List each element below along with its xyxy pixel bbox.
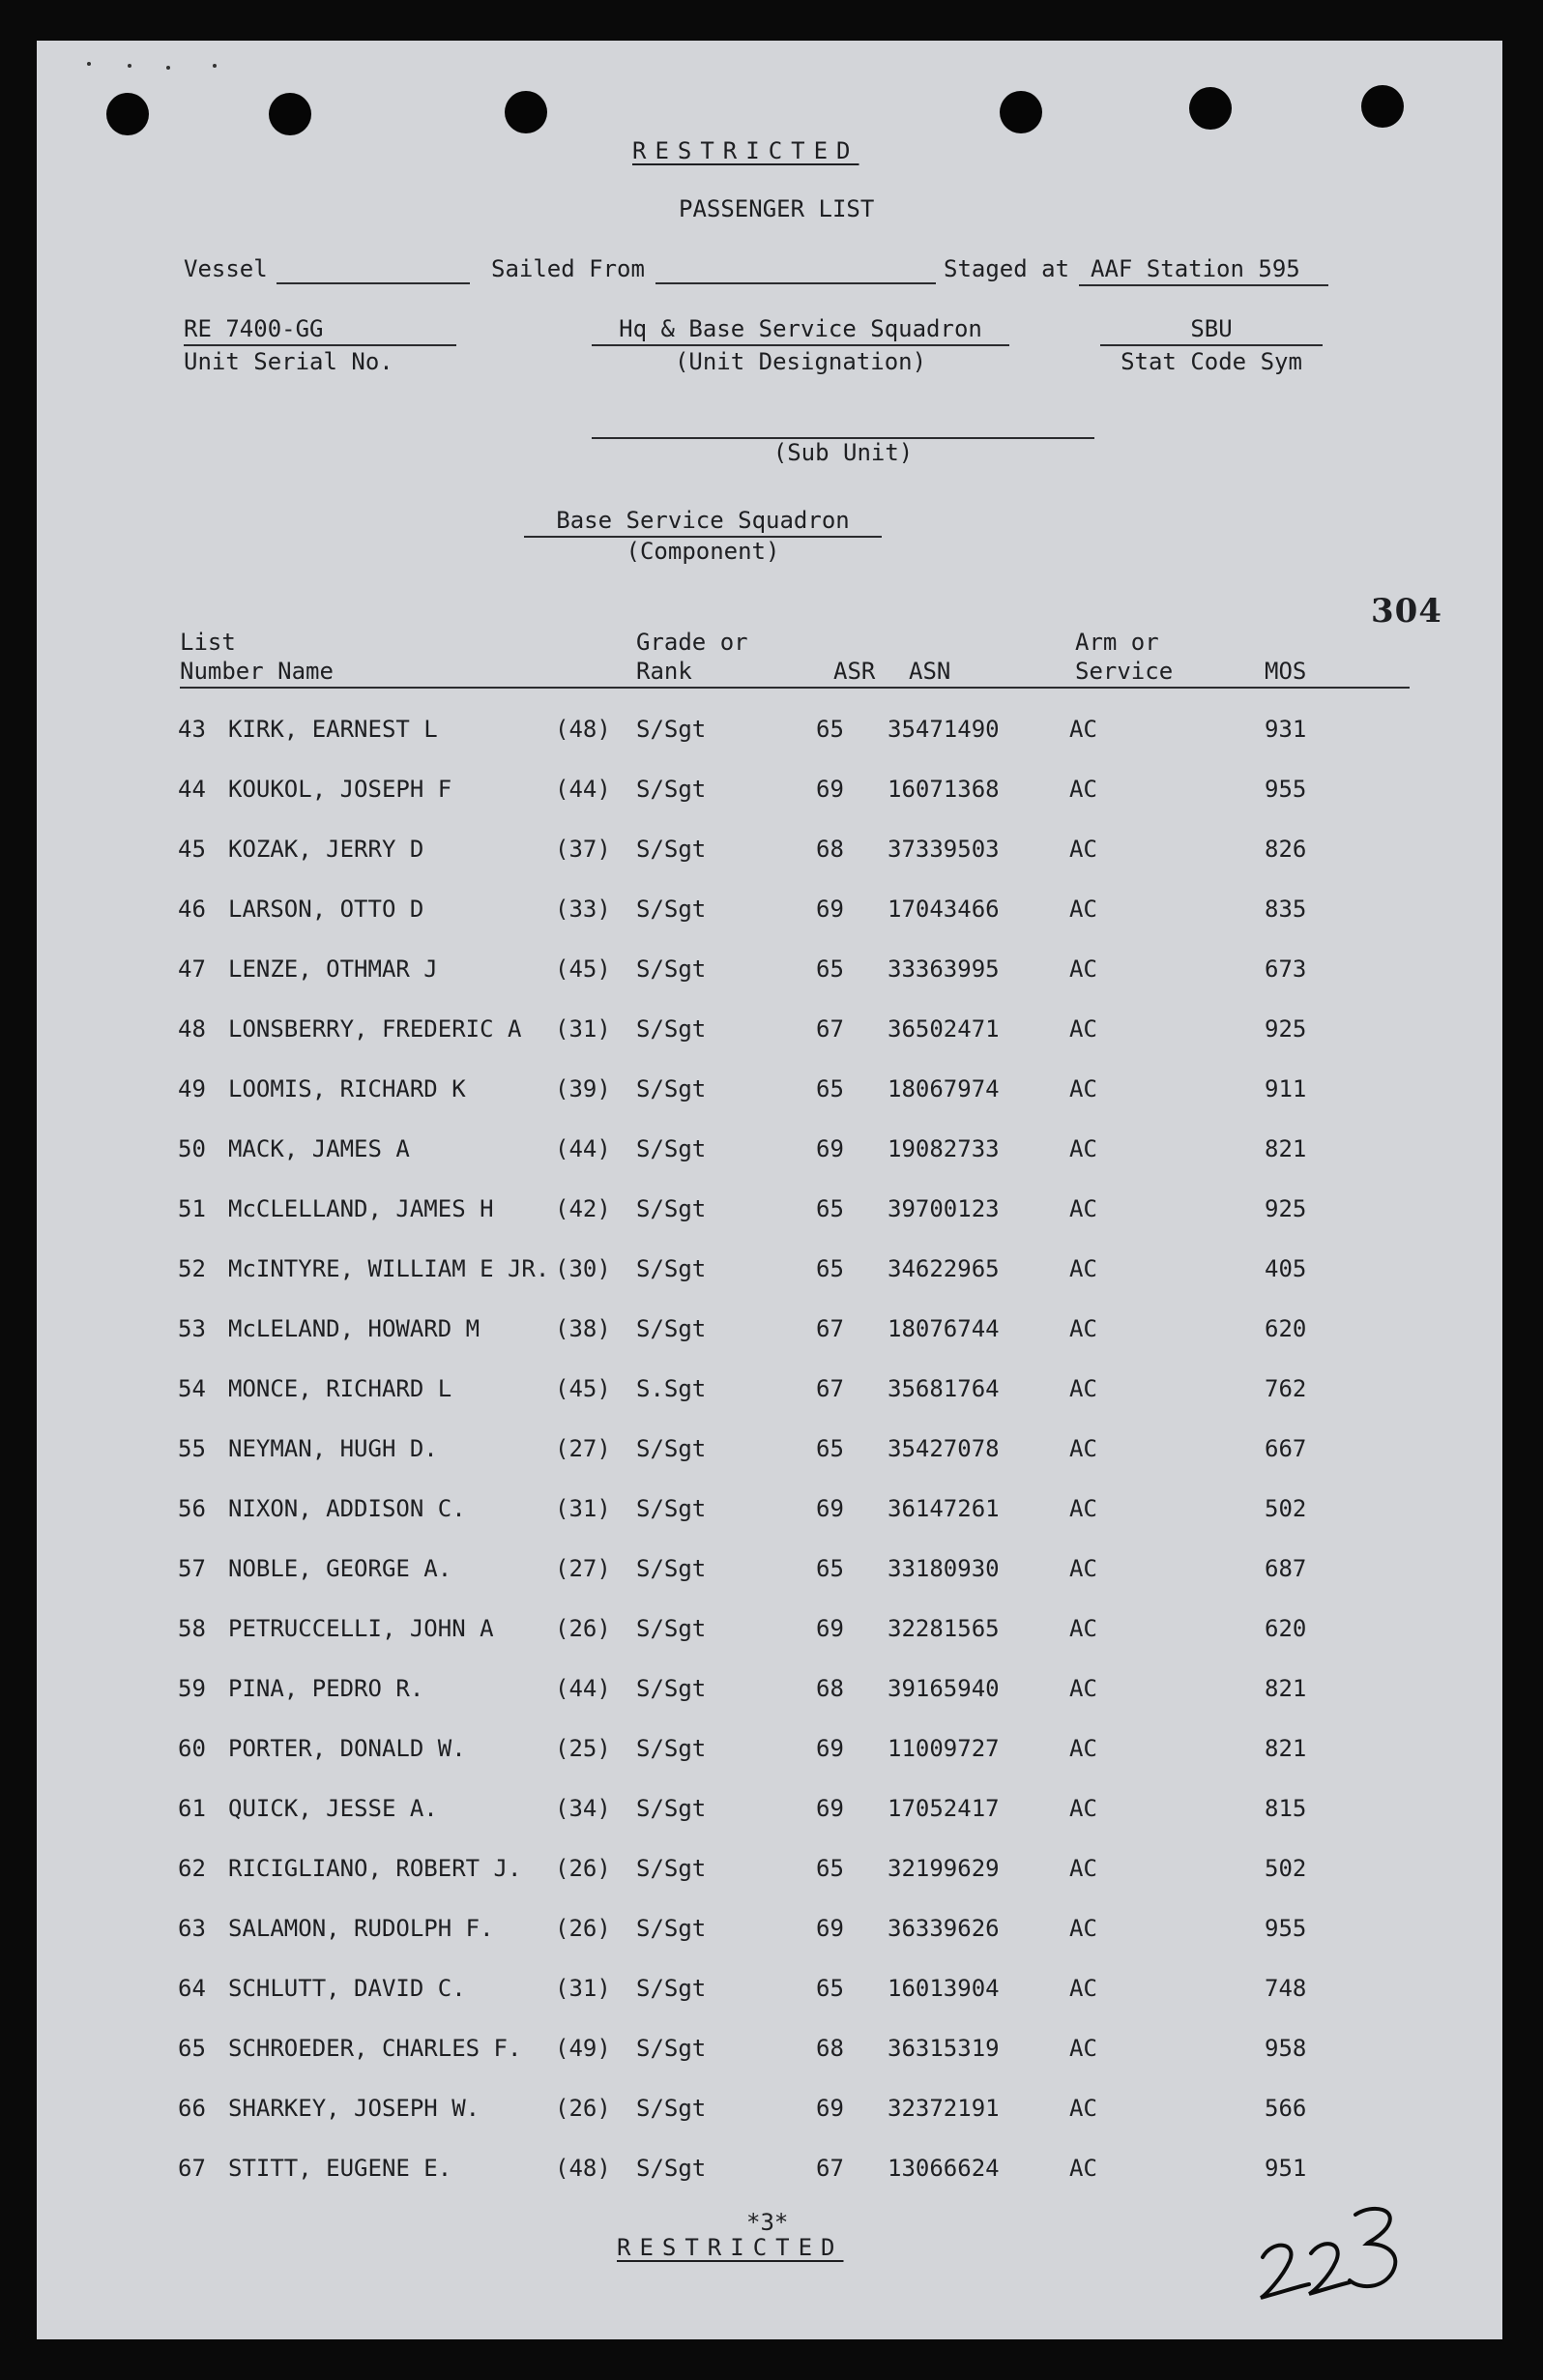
- row-mos: 925: [1265, 1195, 1307, 1222]
- col-number-name-header: Number Name: [180, 658, 334, 685]
- row-asn: 17052417: [888, 1795, 1000, 1822]
- unit-serial-line: [184, 344, 456, 346]
- row-asn: 35681764: [888, 1375, 1000, 1402]
- row-name: SCHROEDER, CHARLES F.: [228, 2035, 522, 2062]
- row-arm: AC: [1069, 955, 1097, 983]
- row-arm: AC: [1069, 896, 1097, 923]
- row-asn: 36147261: [888, 1495, 1000, 1522]
- row-grade: S/Sgt: [636, 1675, 707, 1702]
- row-asr: 65: [816, 1075, 844, 1102]
- col-rank-header: Rank: [636, 658, 692, 685]
- row-asn: 36502471: [888, 1015, 1000, 1043]
- restricted-header: RESTRICTED: [632, 137, 859, 164]
- table-row: [37, 2149, 1502, 2188]
- row-arm: AC: [1069, 2035, 1097, 2062]
- row-asn: 32199629: [888, 1855, 1000, 1882]
- row-arm: AC: [1069, 2155, 1097, 2182]
- handwritten-note-mark: [1253, 2201, 1427, 2306]
- row-grade: S/Sgt: [636, 1015, 707, 1043]
- row-arm: AC: [1069, 1015, 1097, 1043]
- row-grade: S/Sgt: [636, 2155, 707, 2182]
- table-row: [37, 1429, 1502, 1468]
- row-age: (44): [555, 776, 611, 803]
- row-age: (37): [555, 836, 611, 863]
- speck-dot: [87, 62, 91, 66]
- row-age: (26): [555, 1915, 611, 1942]
- row-mos: 821: [1265, 1135, 1307, 1162]
- row-grade: S/Sgt: [636, 2095, 707, 2122]
- vessel-label: Vessel: [184, 255, 268, 282]
- row-arm: AC: [1069, 1495, 1097, 1522]
- row-asr: 65: [816, 1855, 844, 1882]
- row-name: McINTYRE, WILLIAM E JR.: [228, 1255, 550, 1282]
- row-grade: S.Sgt: [636, 1375, 707, 1402]
- col-mos-header: MOS: [1265, 658, 1307, 685]
- punch-hole: [1361, 85, 1404, 128]
- row-asn: 39165940: [888, 1675, 1000, 1702]
- row-age: (38): [555, 1315, 611, 1342]
- row-name: PORTER, DONALD W.: [228, 1735, 466, 1762]
- row-mos: 673: [1265, 955, 1307, 983]
- row-asr: 68: [816, 836, 844, 863]
- row-mos: 955: [1265, 776, 1307, 803]
- row-age: (34): [555, 1795, 611, 1822]
- row-asr: 69: [816, 1795, 844, 1822]
- row-age: (45): [555, 1375, 611, 1402]
- row-name: KOZAK, JERRY D: [228, 836, 424, 863]
- row-mos: 502: [1265, 1495, 1307, 1522]
- row-grade: S/Sgt: [636, 1555, 707, 1582]
- row-name: KOUKOL, JOSEPH F: [228, 776, 452, 803]
- row-arm: AC: [1069, 1615, 1097, 1642]
- row-grade: S/Sgt: [636, 1735, 707, 1762]
- row-asn: 11009727: [888, 1735, 1000, 1762]
- row-asr: 69: [816, 1615, 844, 1642]
- row-asr: 65: [816, 1255, 844, 1282]
- punch-hole: [106, 93, 149, 135]
- row-grade: S/Sgt: [636, 1915, 707, 1942]
- row-arm: AC: [1069, 2095, 1097, 2122]
- row-list-number: 55: [178, 1435, 206, 1462]
- row-mos: 405: [1265, 1255, 1307, 1282]
- table-row: [37, 1909, 1502, 1948]
- row-mos: 951: [1265, 2155, 1307, 2182]
- row-asn: 37339503: [888, 836, 1000, 863]
- row-name: STITT, EUGENE E.: [228, 2155, 452, 2182]
- row-arm: AC: [1069, 776, 1097, 803]
- row-arm: AC: [1069, 1075, 1097, 1102]
- row-grade: S/Sgt: [636, 1435, 707, 1462]
- row-arm: AC: [1069, 1255, 1097, 1282]
- row-arm: AC: [1069, 1375, 1097, 1402]
- row-age: (27): [555, 1435, 611, 1462]
- row-grade: S/Sgt: [636, 896, 707, 923]
- row-mos: 815: [1265, 1795, 1307, 1822]
- row-age: (44): [555, 1675, 611, 1702]
- row-list-number: 43: [178, 716, 206, 743]
- row-mos: 821: [1265, 1735, 1307, 1762]
- row-asn: 35471490: [888, 716, 1000, 743]
- punch-hole: [1000, 91, 1042, 133]
- row-mos: 911: [1265, 1075, 1307, 1102]
- row-list-number: 63: [178, 1915, 206, 1942]
- row-name: RICIGLIANO, ROBERT J.: [228, 1855, 522, 1882]
- row-list-number: 56: [178, 1495, 206, 1522]
- table-row: [37, 1669, 1502, 1708]
- page-marker: *3*: [746, 2209, 789, 2236]
- row-age: (26): [555, 1615, 611, 1642]
- row-asr: 68: [816, 1675, 844, 1702]
- row-mos: 821: [1265, 1675, 1307, 1702]
- row-age: (42): [555, 1195, 611, 1222]
- row-asn: 17043466: [888, 896, 1000, 923]
- row-grade: S/Sgt: [636, 836, 707, 863]
- row-mos: 566: [1265, 2095, 1307, 2122]
- row-asr: 65: [816, 716, 844, 743]
- row-asr: 67: [816, 1375, 844, 1402]
- row-grade: S/Sgt: [636, 1315, 707, 1342]
- row-grade: S/Sgt: [636, 1075, 707, 1102]
- row-grade: S/Sgt: [636, 955, 707, 983]
- punch-hole: [1189, 87, 1232, 130]
- row-name: SCHLUTT, DAVID C.: [228, 1975, 466, 2002]
- row-name: NIXON, ADDISON C.: [228, 1495, 466, 1522]
- row-asr: 69: [816, 776, 844, 803]
- table-row: [37, 710, 1502, 749]
- row-asn: 33363995: [888, 955, 1000, 983]
- row-list-number: 52: [178, 1255, 206, 1282]
- row-grade: S/Sgt: [636, 1795, 707, 1822]
- row-asr: 67: [816, 1015, 844, 1043]
- row-grade: S/Sgt: [636, 1975, 707, 2002]
- row-arm: AC: [1069, 1975, 1097, 2002]
- row-mos: 748: [1265, 1975, 1307, 2002]
- row-asr: 65: [816, 1975, 844, 2002]
- unit-serial-label: Unit Serial No.: [184, 348, 393, 375]
- passenger-list-title: PASSENGER LIST: [679, 195, 875, 222]
- row-list-number: 58: [178, 1615, 206, 1642]
- table-row: [37, 2029, 1502, 2068]
- row-asr: 69: [816, 896, 844, 923]
- row-mos: 687: [1265, 1555, 1307, 1582]
- row-asn: 13066624: [888, 2155, 1000, 2182]
- row-arm: AC: [1069, 1855, 1097, 1882]
- row-mos: 925: [1265, 1015, 1307, 1043]
- row-grade: S/Sgt: [636, 1195, 707, 1222]
- row-list-number: 49: [178, 1075, 206, 1102]
- row-list-number: 62: [178, 1855, 206, 1882]
- col-asn-header: ASN: [909, 658, 951, 685]
- document-page: [37, 41, 1502, 2339]
- table-row: [37, 1369, 1502, 1408]
- row-arm: AC: [1069, 1315, 1097, 1342]
- row-name: LONSBERRY, FREDERIC A: [228, 1015, 522, 1043]
- row-list-number: 45: [178, 836, 206, 863]
- row-asr: 68: [816, 2035, 844, 2062]
- row-name: NEYMAN, HUGH D.: [228, 1435, 438, 1462]
- row-name: SALAMON, RUDOLPH F.: [228, 1915, 494, 1942]
- row-mos: 931: [1265, 716, 1307, 743]
- punch-hole: [505, 91, 547, 133]
- row-asn: 39700123: [888, 1195, 1000, 1222]
- row-arm: AC: [1069, 1135, 1097, 1162]
- staged-at-field-line: [1079, 284, 1328, 286]
- row-list-number: 57: [178, 1555, 206, 1582]
- row-name: LENZE, OTHMAR J: [228, 955, 438, 983]
- row-list-number: 44: [178, 776, 206, 803]
- row-list-number: 47: [178, 955, 206, 983]
- row-asn: 32281565: [888, 1615, 1000, 1642]
- row-age: (31): [555, 1975, 611, 2002]
- row-arm: AC: [1069, 1735, 1097, 1762]
- row-list-number: 46: [178, 896, 206, 923]
- speck-dot: [166, 66, 170, 70]
- row-name: KIRK, EARNEST L: [228, 716, 438, 743]
- col-asr-header: ASR: [833, 658, 876, 685]
- row-age: (45): [555, 955, 611, 983]
- speck-dot: [128, 64, 131, 68]
- unit-designation-line: [592, 344, 1009, 346]
- speck-dot: [213, 64, 217, 68]
- row-arm: AC: [1069, 1555, 1097, 1582]
- row-age: (30): [555, 1255, 611, 1282]
- row-asn: 36339626: [888, 1915, 1000, 1942]
- row-arm: AC: [1069, 1195, 1097, 1222]
- sailed-from-field-line: [655, 282, 936, 284]
- row-age: (39): [555, 1075, 611, 1102]
- row-asr: 65: [816, 955, 844, 983]
- row-asr: 67: [816, 1315, 844, 1342]
- row-list-number: 53: [178, 1315, 206, 1342]
- row-list-number: 51: [178, 1195, 206, 1222]
- table-row: [37, 1969, 1502, 2008]
- row-name: McLELAND, HOWARD M: [228, 1315, 480, 1342]
- table-row: [37, 1010, 1502, 1048]
- row-grade: S/Sgt: [636, 776, 707, 803]
- row-arm: AC: [1069, 1675, 1097, 1702]
- row-list-number: 59: [178, 1675, 206, 1702]
- row-grade: S/Sgt: [636, 1615, 707, 1642]
- row-age: (48): [555, 716, 611, 743]
- staged-at-value: AAF Station 595: [1091, 255, 1300, 282]
- header-rule: [180, 687, 1410, 689]
- table-row: [37, 890, 1502, 928]
- row-grade: S/Sgt: [636, 1855, 707, 1882]
- row-age: (26): [555, 2095, 611, 2122]
- row-grade: S/Sgt: [636, 1135, 707, 1162]
- row-mos: 835: [1265, 896, 1307, 923]
- table-row: [37, 1789, 1502, 1828]
- punch-hole: [269, 93, 311, 135]
- row-age: (31): [555, 1015, 611, 1043]
- row-arm: AC: [1069, 836, 1097, 863]
- row-asn: 34622965: [888, 1255, 1000, 1282]
- row-list-number: 67: [178, 2155, 206, 2182]
- table-row: [37, 2089, 1502, 2128]
- row-name: NOBLE, GEORGE A.: [228, 1555, 452, 1582]
- table-row: [37, 1309, 1502, 1348]
- row-age: (26): [555, 1855, 611, 1882]
- col-arm-header: Arm or: [1075, 629, 1159, 656]
- row-grade: S/Sgt: [636, 1495, 707, 1522]
- row-name: LARSON, OTTO D: [228, 896, 424, 923]
- table-row: [37, 950, 1502, 988]
- row-mos: 762: [1265, 1375, 1307, 1402]
- row-name: PINA, PEDRO R.: [228, 1675, 424, 1702]
- row-name: PETRUCCELLI, JOHN A: [228, 1615, 494, 1642]
- vessel-field-line: [277, 282, 470, 284]
- table-row: [37, 1609, 1502, 1648]
- row-asn: 18067974: [888, 1075, 1000, 1102]
- row-mos: 502: [1265, 1855, 1307, 1882]
- row-asr: 65: [816, 1555, 844, 1582]
- row-name: MACK, JAMES A: [228, 1135, 410, 1162]
- table-row: [37, 1249, 1502, 1288]
- sub-unit-label: (Sub Unit): [772, 439, 914, 466]
- row-asn: 33180930: [888, 1555, 1000, 1582]
- table-row: [37, 1130, 1502, 1168]
- row-asn: 36315319: [888, 2035, 1000, 2062]
- row-asn: 19082733: [888, 1135, 1000, 1162]
- unit-designation-label: (Unit Designation): [674, 348, 927, 375]
- row-asn: 32372191: [888, 2095, 1000, 2122]
- table-row: [37, 1729, 1502, 1768]
- sailed-from-label: Sailed From: [491, 255, 645, 282]
- row-asr: 69: [816, 1135, 844, 1162]
- table-row: [37, 1489, 1502, 1528]
- stat-code-line: [1100, 344, 1323, 346]
- row-age: (31): [555, 1495, 611, 1522]
- row-age: (48): [555, 2155, 611, 2182]
- row-asn: 18076744: [888, 1315, 1000, 1342]
- row-grade: S/Sgt: [636, 716, 707, 743]
- table-row: [37, 770, 1502, 808]
- table-row: [37, 1070, 1502, 1108]
- row-asr: 65: [816, 1195, 844, 1222]
- row-mos: 958: [1265, 2035, 1307, 2062]
- row-age: (27): [555, 1555, 611, 1582]
- row-arm: AC: [1069, 1915, 1097, 1942]
- row-list-number: 64: [178, 1975, 206, 2002]
- row-asn: 16071368: [888, 776, 1000, 803]
- row-mos: 620: [1265, 1315, 1307, 1342]
- row-mos: 667: [1265, 1435, 1307, 1462]
- row-age: (44): [555, 1135, 611, 1162]
- row-asr: 65: [816, 1435, 844, 1462]
- staged-at-label: Staged at: [944, 255, 1070, 282]
- row-grade: S/Sgt: [636, 2035, 707, 2062]
- row-asr: 67: [816, 2155, 844, 2182]
- row-arm: AC: [1069, 1435, 1097, 1462]
- row-list-number: 66: [178, 2095, 206, 2122]
- row-asr: 69: [816, 1735, 844, 1762]
- row-arm: AC: [1069, 716, 1097, 743]
- restricted-footer: RESTRICTED: [617, 2234, 844, 2261]
- row-name: SHARKEY, JOSEPH W.: [228, 2095, 480, 2122]
- col-service-header: Service: [1075, 658, 1174, 685]
- row-asr: 69: [816, 1915, 844, 1942]
- row-list-number: 65: [178, 2035, 206, 2062]
- row-age: (49): [555, 2035, 611, 2062]
- table-row: [37, 830, 1502, 868]
- col-grade-header: Grade or: [636, 629, 748, 656]
- table-row: [37, 1849, 1502, 1888]
- row-mos: 826: [1265, 836, 1307, 863]
- row-name: LOOMIS, RICHARD K: [228, 1075, 466, 1102]
- row-asr: 69: [816, 2095, 844, 2122]
- row-grade: S/Sgt: [636, 1255, 707, 1282]
- row-name: McCLELLAND, JAMES H: [228, 1195, 494, 1222]
- table-row: [37, 1190, 1502, 1228]
- unit-serial-value: RE 7400-GG: [184, 315, 324, 342]
- table-row: [37, 1549, 1502, 1588]
- stat-code-value: SBU: [1190, 315, 1233, 342]
- row-list-number: 50: [178, 1135, 206, 1162]
- stat-code-label: Stat Code Sym: [1121, 348, 1302, 375]
- row-asn: 16013904: [888, 1975, 1000, 2002]
- row-age: (25): [555, 1735, 611, 1762]
- row-name: MONCE, RICHARD L: [228, 1375, 452, 1402]
- row-age: (33): [555, 896, 611, 923]
- row-asn: 35427078: [888, 1435, 1000, 1462]
- row-arm: AC: [1069, 1795, 1097, 1822]
- row-name: QUICK, JESSE A.: [228, 1795, 438, 1822]
- row-list-number: 61: [178, 1795, 206, 1822]
- row-asr: 69: [816, 1495, 844, 1522]
- row-list-number: 60: [178, 1735, 206, 1762]
- component-label: (Component): [626, 538, 780, 565]
- unit-designation-value: Hq & Base Service Squadron: [619, 315, 982, 342]
- row-list-number: 54: [178, 1375, 206, 1402]
- row-list-number: 48: [178, 1015, 206, 1043]
- row-mos: 955: [1265, 1915, 1307, 1942]
- row-mos: 620: [1265, 1615, 1307, 1642]
- page-number: 304: [1371, 592, 1442, 631]
- component-value: Base Service Squadron: [556, 507, 850, 534]
- col-list-header: List: [180, 629, 236, 656]
